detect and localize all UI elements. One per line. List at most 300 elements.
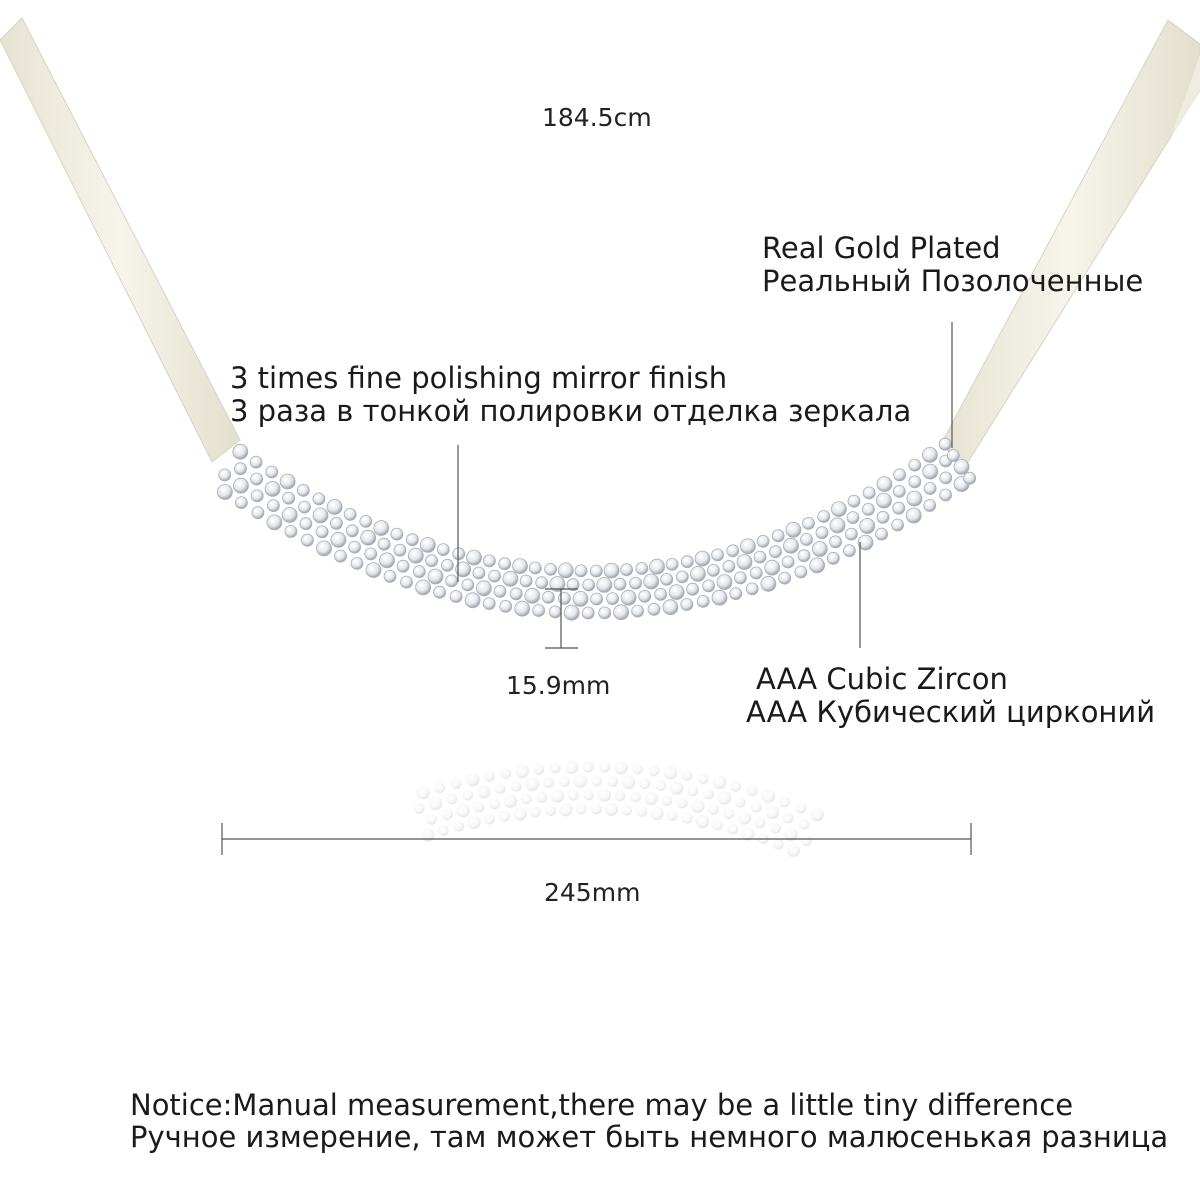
zircon-stone [349, 541, 361, 553]
zircon-stone [687, 583, 699, 595]
zircon-stone [591, 593, 603, 605]
zircon-sparkle [765, 580, 768, 583]
zircon-sparkle [787, 542, 790, 545]
zircon-stone [299, 501, 311, 513]
zircon-sparkle [785, 558, 788, 561]
zircon-sparkle [737, 574, 740, 577]
zircon-stone [845, 528, 857, 540]
zircon-stone [365, 548, 377, 560]
zircon-stone [416, 580, 431, 595]
zircon-stone [351, 557, 363, 569]
reflection-stone [650, 807, 664, 821]
reflection-stone [574, 774, 588, 788]
zircon-stone [894, 469, 906, 481]
reflection-stone [533, 764, 544, 775]
zircon-sparkle [623, 566, 626, 569]
gold-plated-ru: Реальный Позолоченные [762, 264, 1144, 299]
reflection-stone [591, 776, 602, 787]
zircon-sparkle [300, 487, 303, 490]
reflection-stone [513, 807, 527, 821]
zircon-sparkle [609, 595, 612, 598]
reflection-stone [661, 795, 672, 806]
zircon-stone [360, 515, 372, 527]
reflection-stone [698, 773, 709, 784]
reflection-stone [703, 789, 714, 800]
zircon-callout [746, 663, 1155, 730]
zircon-sparkle [453, 593, 456, 596]
zircon-sparkle [790, 526, 793, 529]
reflection-stone [551, 789, 565, 803]
zircon-stone [283, 492, 295, 504]
zircon-sparkle [832, 538, 835, 541]
zircon-ru: AAA Кубический цирконий [746, 695, 1156, 730]
reflection-stone [762, 789, 776, 803]
zircon-sparkle [830, 555, 833, 558]
zircon-stone [712, 549, 724, 561]
zircon-stone [282, 507, 297, 522]
reflection-stone [434, 782, 445, 793]
zircon-stone [831, 502, 846, 517]
zircon-stone [397, 560, 409, 572]
zircon-sparkle [460, 566, 463, 569]
reflection-stone [730, 781, 741, 792]
notice [130, 1090, 1168, 1154]
zircon-stone [847, 512, 859, 524]
zircon-sparkle [634, 607, 637, 610]
zircon-stone [316, 526, 328, 538]
zircon-stone [614, 605, 629, 620]
zircon-sparkle [486, 600, 489, 603]
zircon-sparkle [585, 581, 588, 584]
zircon-sparkle [880, 497, 883, 500]
zircon-sparkle [721, 579, 724, 582]
zircon-stone [644, 574, 659, 589]
reflection-stone [682, 813, 693, 824]
zircon-stone [782, 556, 794, 568]
span-label: 245mm [544, 878, 641, 907]
zircon-stone [520, 575, 532, 587]
reflection-stone [543, 777, 554, 788]
zircon-stone [251, 473, 263, 485]
zircon-stone [750, 567, 762, 579]
reflection-stone [550, 763, 561, 774]
zircon-stone [513, 559, 528, 574]
zircon-stone [380, 553, 395, 568]
zircon-stone [450, 591, 462, 603]
reflection-stone [787, 843, 801, 857]
zircon-sparkle [284, 478, 287, 481]
zircon-sparkle [710, 567, 713, 570]
zircon-stone [757, 535, 769, 547]
zircon-sparkle [253, 459, 256, 462]
reflection-stone [530, 807, 541, 818]
zircon-stone [335, 550, 347, 562]
reflection-stone [568, 790, 579, 801]
zircon-stone [621, 590, 636, 605]
zircon-sparkle [347, 511, 350, 514]
reflection-stone [559, 803, 573, 817]
zircon-stone [266, 466, 278, 478]
zircon-sparkle [412, 552, 415, 555]
left-ribbon [0, 18, 240, 462]
zircon-sparkle [381, 541, 384, 544]
width-label: 15.9mm [506, 671, 611, 700]
zircon-stone [734, 572, 746, 584]
zircon-sparkle [625, 594, 628, 597]
zircon-stone [801, 534, 813, 546]
zircon-sparkle [958, 463, 961, 466]
zircon-stone [695, 551, 710, 566]
zircon-stone [564, 605, 579, 620]
zircon-stone [863, 487, 875, 499]
reflection-stone [583, 790, 594, 801]
zircon-sparkle [285, 495, 288, 498]
zircon-stone [219, 469, 231, 481]
zircon-sparkle [570, 581, 573, 584]
zircon-sparkle [749, 585, 752, 588]
reflection-stone [429, 797, 443, 811]
zircon-sparkle [694, 570, 697, 573]
reflection-stone [521, 794, 532, 805]
reflection-stone [438, 825, 449, 836]
zircon-stone [465, 593, 480, 608]
zircon-stone [786, 522, 801, 537]
zircon-stone [280, 474, 295, 489]
reflection-stone [718, 791, 732, 805]
zircon-stone [483, 598, 495, 610]
zircon-stone [676, 571, 688, 583]
reflection-stone [536, 792, 547, 803]
reflection-stone [583, 762, 594, 773]
reflection-stone [495, 783, 506, 794]
reflection-stone [605, 803, 619, 817]
zircon-stone [378, 538, 390, 550]
zircon-stone [630, 577, 642, 589]
zircon-stone [924, 500, 936, 512]
reflection-stone [477, 785, 491, 799]
reflection-stone [474, 802, 485, 813]
reflection-stone [649, 765, 660, 776]
zircon-stone [690, 566, 705, 581]
ribbon-length-label: 184.5cm [542, 103, 652, 132]
zircon-sparkle [420, 584, 423, 587]
zircon-sparkle [744, 543, 747, 546]
reflection-stone [783, 813, 794, 824]
zircon-stone [330, 517, 342, 529]
zircon-sparkle [741, 558, 744, 561]
zircon-stone [235, 463, 247, 475]
zircon-sparkle [820, 513, 823, 516]
zircon-stone [533, 605, 545, 617]
zircon-sparkle [805, 520, 808, 523]
zircon-sparkle [496, 588, 499, 591]
zircon-stone [558, 563, 573, 578]
reflection-stone [747, 786, 758, 797]
zircon-stone [420, 537, 435, 552]
reflection-stone [751, 802, 762, 813]
zircon-sparkle [641, 593, 644, 596]
zircon-sparkle [370, 567, 373, 570]
reflection-stone [504, 794, 518, 808]
zircon-stone [746, 583, 758, 595]
reflection-stone [687, 785, 698, 796]
zircon-stone [582, 607, 594, 619]
zircon-stone [285, 526, 297, 538]
zircon-stone [597, 577, 612, 592]
zircon-sparkle [942, 474, 945, 477]
zircon-sparkle [814, 562, 817, 565]
zircon-sparkle [315, 495, 318, 498]
zircon-sparkle [221, 488, 224, 491]
zircon-sparkle [535, 607, 538, 610]
zircon-stone [374, 521, 389, 536]
zircon-stone [772, 530, 784, 542]
zircon-sparkle [803, 536, 806, 539]
zircon-stone [922, 447, 937, 462]
zircon-sparkle [716, 594, 719, 597]
zircon-sparkle [667, 604, 670, 607]
zircon-stone [737, 555, 752, 570]
zircon-sparkle [362, 518, 365, 521]
reflection-stone [799, 819, 810, 830]
zircon-sparkle [320, 545, 323, 548]
zircon-sparkle [879, 514, 882, 517]
zircon-stone [483, 555, 495, 567]
zircon-sparkle [653, 563, 656, 566]
zircon-sparkle [684, 558, 687, 561]
reflection-stone [559, 776, 570, 787]
zircon-stone [446, 575, 458, 587]
zircon-sparkle [593, 567, 596, 570]
reflection-stone [526, 777, 540, 791]
zircon-sparkle [436, 589, 439, 592]
zircon-sparkle [732, 590, 735, 593]
zircon-stone [876, 493, 891, 508]
zircon-sparkle [927, 485, 930, 488]
reflection-stone [451, 778, 462, 789]
reflection-stone [467, 816, 481, 830]
zircon-sparkle [337, 553, 340, 556]
zircon-sparkle [568, 609, 571, 612]
zircon-stone [621, 564, 633, 576]
zircon-stone [650, 559, 665, 574]
zircon-sparkle [270, 502, 273, 505]
reflection-stone [615, 790, 626, 801]
zircon-stone [384, 570, 396, 582]
zircon-stone [798, 550, 810, 562]
zircon-sparkle [942, 457, 945, 460]
zircon-stone [525, 588, 540, 603]
zircon-stone [473, 567, 485, 579]
zircon-stone [529, 562, 541, 574]
zircon-stone [408, 548, 423, 563]
zircon-stone [500, 600, 512, 612]
zircon-stone [327, 499, 342, 514]
zircon-stone [663, 600, 678, 615]
zircon-sparkle [516, 563, 519, 566]
zircon-stone [636, 562, 648, 574]
reflection-stone [639, 778, 650, 789]
zircon-sparkle [365, 534, 368, 537]
zircon-sparkle [271, 519, 274, 522]
zircon-sparkle [237, 465, 240, 468]
reflection-stone [670, 781, 684, 795]
zircon-sparkle [835, 506, 838, 509]
zircon-sparkle [878, 531, 881, 534]
zircon-stone [331, 532, 346, 547]
zircon-sparkle [700, 598, 703, 601]
zircon-stone [862, 503, 874, 515]
zircon-sparkle [501, 560, 504, 563]
zircon-sparkle [881, 481, 884, 484]
zircon-stone [681, 599, 693, 611]
zircon-sparkle [491, 573, 494, 576]
zircon-stone [697, 595, 709, 607]
zircon-sparkle [669, 561, 672, 564]
reflection-stone [713, 776, 727, 790]
reflection-stone [466, 773, 480, 787]
zircon-sparkle [254, 492, 257, 495]
zircon-stone [830, 518, 845, 533]
zircon-stone [361, 530, 376, 545]
necklace-reflection [414, 761, 824, 857]
zircon-en: AAA Cubic Zircon [756, 662, 1008, 696]
zircon-sparkle [502, 603, 505, 606]
reflection-stone [442, 809, 453, 820]
zircon-stone [217, 485, 232, 500]
reflection-stone [511, 781, 522, 792]
zircon-sparkle [911, 495, 914, 498]
zircon-stone [940, 472, 952, 484]
zircon-stone [717, 575, 732, 590]
reflection-stone [489, 799, 500, 810]
zircon-sparkle [942, 441, 945, 444]
zircon-stone [536, 577, 548, 589]
reflection-stone [691, 799, 705, 813]
gold-plated-callout [762, 232, 1143, 299]
zircon-sparkle [428, 557, 431, 560]
zircon-sparkle [304, 537, 307, 540]
zircon-stone [428, 569, 443, 584]
zircon-stone [810, 558, 825, 573]
zircon-sparkle [966, 475, 969, 478]
reflection-stone [738, 811, 752, 825]
reflection-stone [607, 776, 618, 787]
zircon-sparkle [393, 531, 396, 534]
zircon-stone [681, 556, 693, 568]
zircon-stone [614, 578, 626, 590]
zircon-stone [906, 508, 921, 523]
zircon-sparkle [268, 468, 271, 471]
reflection-stone [696, 815, 710, 829]
zircon-stone [510, 588, 522, 600]
zircon-stone [515, 601, 530, 616]
polish-en: 3 times fine polishing mirror finish [230, 361, 728, 395]
zircon-stone [300, 518, 312, 530]
reflection-stone [414, 803, 425, 814]
zircon-sparkle [554, 580, 557, 583]
zircon-stone [860, 519, 875, 534]
zircon-stone [877, 477, 892, 492]
reflection-stone [636, 806, 647, 817]
zircon-stone [648, 603, 660, 615]
zircon-sparkle [756, 554, 759, 557]
reflection-stone [724, 808, 735, 819]
zircon-sparkle [367, 550, 370, 553]
reflection-stone [614, 761, 628, 775]
zircon-sparkle [816, 545, 819, 548]
zircon-stone [812, 542, 827, 557]
polish-ru: 3 раза в тонкой полировки отделка зеркала [230, 394, 912, 429]
zircon-stone [604, 563, 619, 578]
reflection-stone [500, 768, 511, 779]
zircon-stone [476, 581, 491, 596]
zircon-stone [923, 464, 938, 479]
zircon-sparkle [480, 585, 483, 588]
reflection-stone [677, 798, 688, 809]
reflection-stone [667, 810, 678, 821]
reflection-stone [770, 823, 781, 834]
zircon-sparkle [618, 609, 621, 612]
zircon-sparkle [378, 524, 381, 527]
zircon-sparkle [562, 567, 565, 570]
zircon-sparkle [699, 555, 702, 558]
zircon-stone [545, 563, 557, 575]
reflection-stone [599, 762, 610, 773]
zircon-sparkle [729, 547, 732, 550]
zircon-sparkle [353, 560, 356, 563]
zircon-stone [366, 563, 381, 578]
zircon-sparkle [657, 591, 660, 594]
zircon-sparkle [958, 480, 961, 483]
zircon-sparkle [319, 528, 322, 531]
zircon-sparkle [714, 551, 717, 554]
zircon-sparkle [464, 581, 467, 584]
zircon-sparkle [911, 462, 914, 465]
zircon-necklace [217, 438, 975, 620]
zircon-sparkle [849, 514, 852, 517]
reflection-stone [810, 808, 824, 822]
zircon-sparkle [926, 502, 929, 505]
zircon-sparkle [302, 520, 305, 523]
zircon-sparkle [470, 554, 473, 557]
zircon-stone [666, 558, 678, 570]
reflection-stone [796, 803, 807, 814]
zircon-sparkle [532, 564, 535, 567]
zircon-sparkle [424, 541, 427, 544]
zircon-stone [267, 515, 282, 530]
zircon-sparkle [253, 475, 256, 478]
zircon-stone [503, 571, 518, 586]
zircon-sparkle [942, 491, 945, 494]
reflection-stone [727, 824, 738, 835]
zircon-stone [876, 528, 888, 540]
zircon-stone [406, 534, 418, 546]
zircon-stone [765, 560, 780, 575]
zircon-sparkle [894, 521, 897, 524]
zircon-sparkle [601, 609, 604, 612]
zircon-stone [499, 558, 511, 570]
zircon-sparkle [775, 532, 778, 535]
zircon-sparkle [416, 568, 419, 571]
gold-plated-en: Real Gold Plated [762, 231, 1001, 265]
zircon-sparkle [910, 512, 913, 515]
zircon-stone [784, 538, 799, 553]
zircon-sparkle [632, 580, 635, 583]
reflection-stone [735, 797, 746, 808]
zircon-sparkle [850, 498, 853, 501]
reflection-stone [591, 804, 602, 815]
